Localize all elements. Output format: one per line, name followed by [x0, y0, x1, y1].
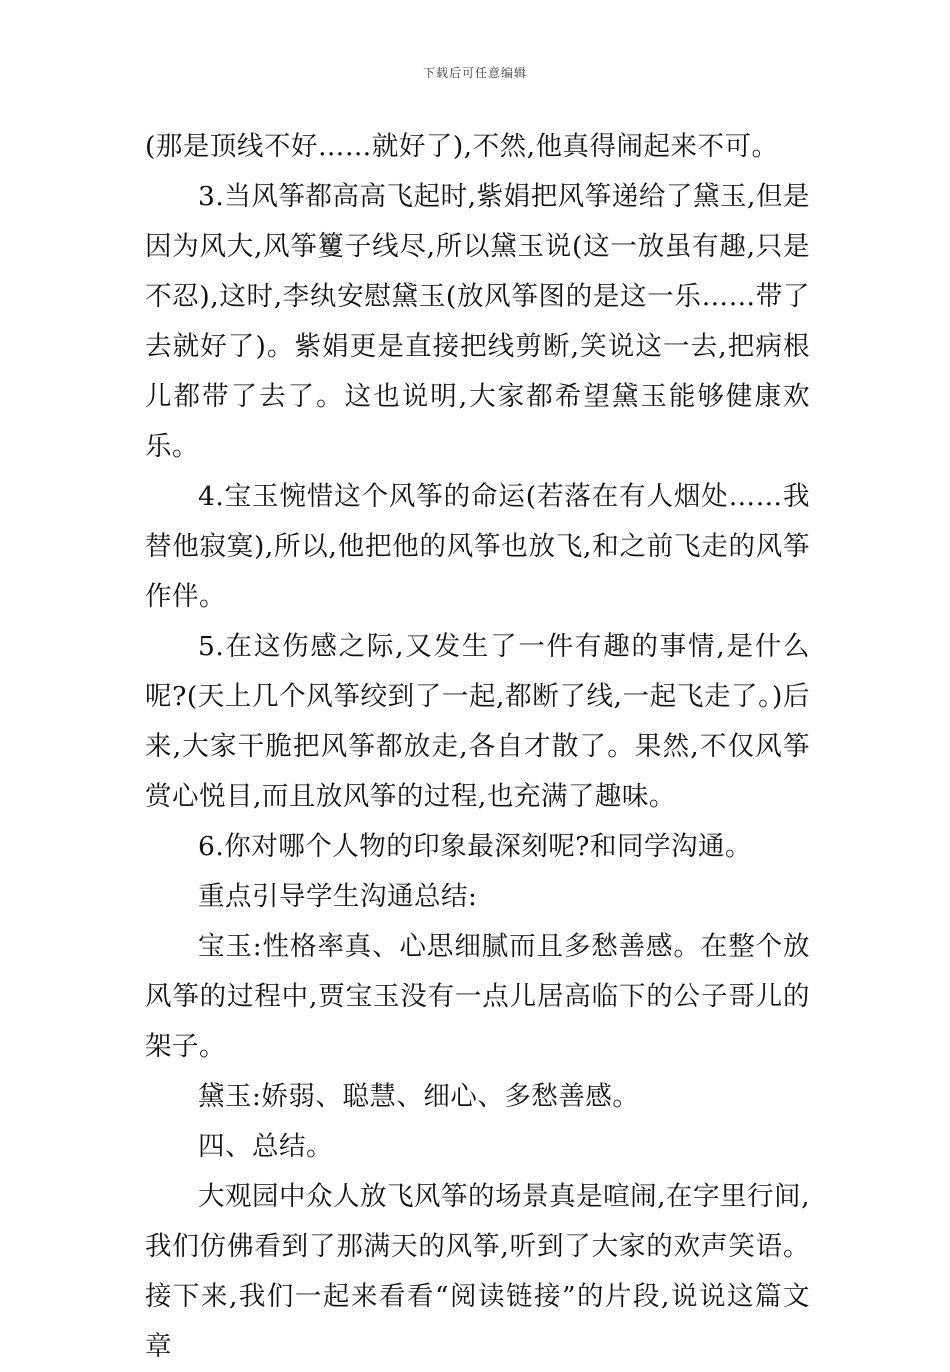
page-header-note: 下载后可任意编辑: [422, 66, 527, 80]
paragraph-daiyu-summary: 黛玉:娇弱、聪慧、细心、多愁善感。: [198, 1081, 640, 1112]
paragraph-item-6: 6.你对哪个人物的印象最深刻呢?和同学沟通。: [198, 831, 752, 862]
paragraph-baoyu-summary: 宝玉:性格率真、心思细腻而且多愁善感。在整个放风筝的过程中,贾宝玉没有一点儿居高临下的公子哥儿的架子。: [145, 931, 810, 1062]
document-body: [145, 122, 810, 1372]
paragraph-continuation: (那是顶线不好……就好了),不然,他真得闹起来不可。: [145, 131, 779, 162]
paragraph-item-4: 4.宝玉惋惜这个风筝的命运(若落在有人烟处……我替他寂寞),所以,他把他的风筝也放飞,和之前飞走的风筝作伴。: [145, 481, 810, 612]
paragraph-conclusion: 大观园中众人放飞风筝的场景真是喧闹,在字里行间,我们仿佛看到了那满天的风筝,听到了大家的欢声笑语。接下来,我们一起来看看“阅读链接”的片段,说说这篇文章: [145, 1181, 810, 1362]
paragraph-item-3: 3.当风筝都高高飞起时,紫娟把风筝递给了黛玉,但是因为风大,风筝籰子线尽,所以黛玉说(这一放虽有趣,只是不忍),这时,李纨安慰黛玉(放风筝图的是这一乐……带了去就好了)。紫娟更是直接把线剪断,笑说这一去,把病根儿都带了去了。这也说明,大家都希望黛玉能够健康欢乐。: [145, 181, 810, 462]
paragraph-item-5: 5.在这伤感之际,又发生了一件有趣的事情,是什么呢?(天上几个风筝绞到了一起,都断了线,一起飞走了。)后来,大家干脆把风筝都放走,各自才散了。果然,不仅风筝赏心悦目,而且放风筝的过程,也充满了趣味。: [145, 631, 810, 812]
paragraph-guidance-heading: 重点引导学生沟通总结:: [198, 881, 478, 912]
section-heading-summary: 四、总结。: [198, 1131, 333, 1162]
